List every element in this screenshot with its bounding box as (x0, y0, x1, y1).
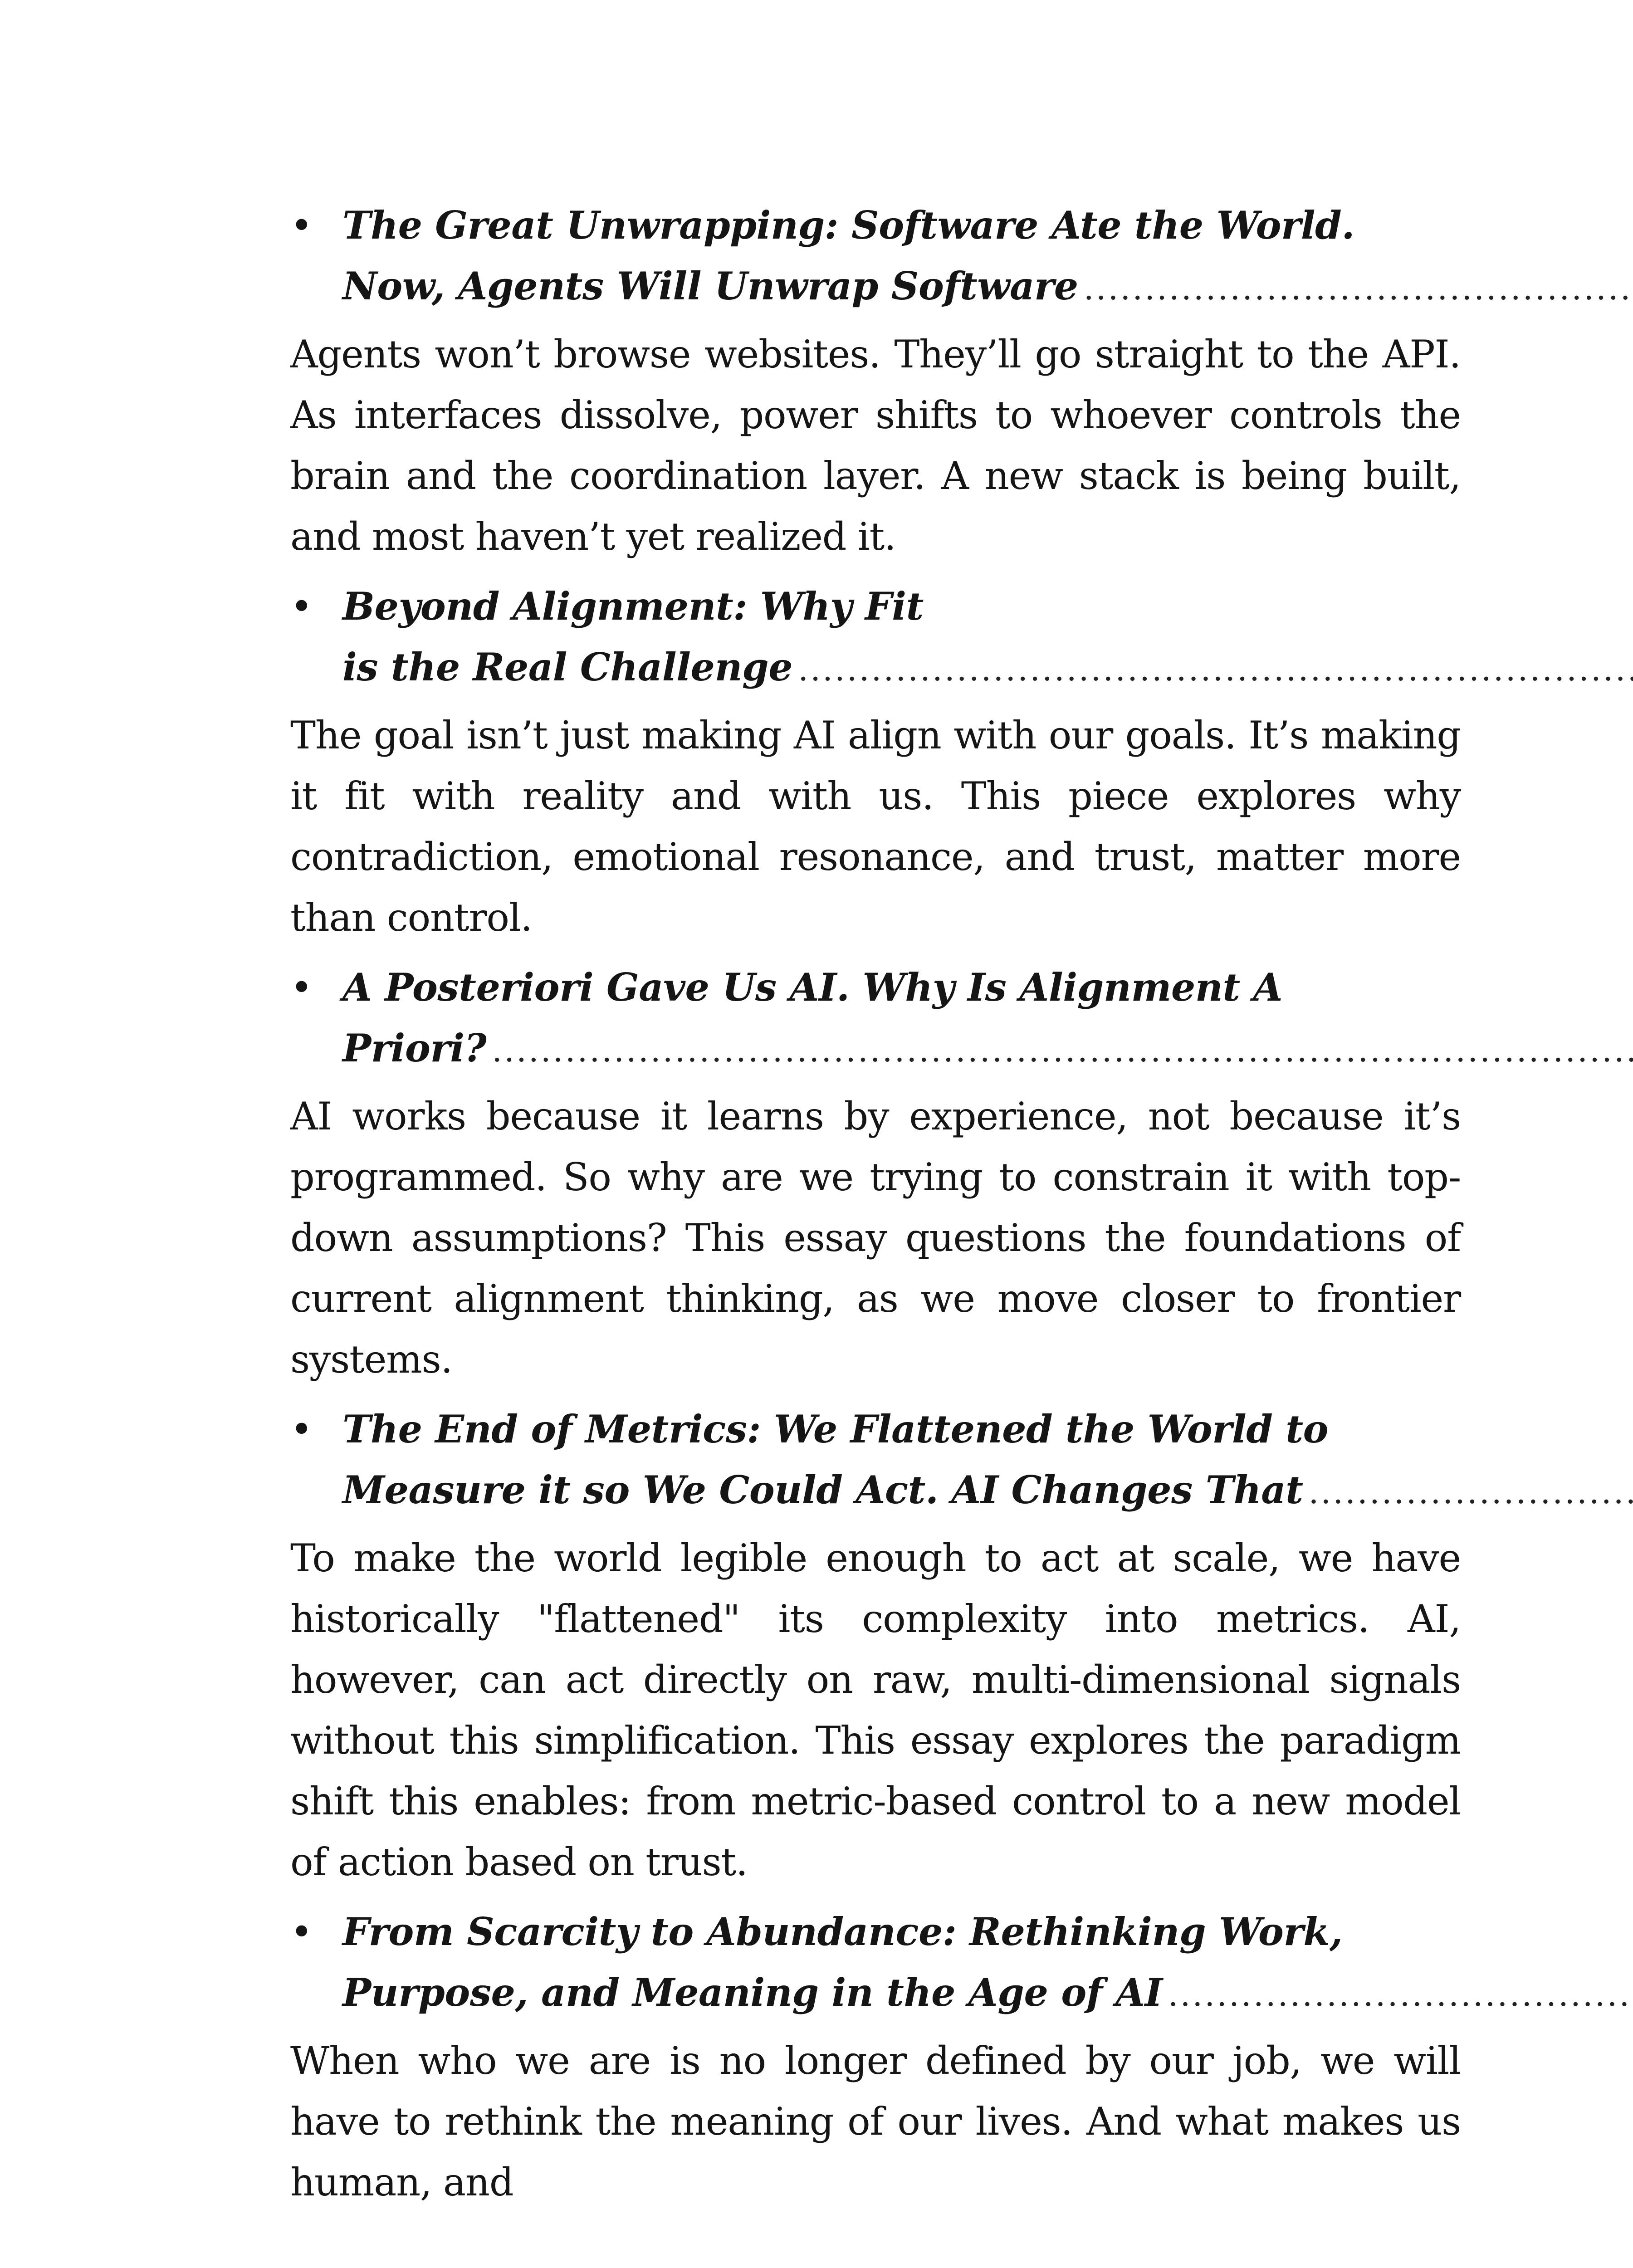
toc-entry-heading[interactable] (290, 1399, 1461, 1522)
toc-entry (290, 576, 1461, 948)
toc-entry-heading[interactable] (290, 957, 1461, 1080)
toc-title-line: From Scarcity to Abundance: Rethinking Work, (342, 1909, 1343, 1954)
toc-entry (290, 1901, 1461, 2213)
toc-entry (290, 1399, 1461, 1892)
toc-content (290, 195, 1461, 2222)
bullet-icon: • (290, 203, 313, 248)
dot-leader (798, 639, 1633, 699)
toc-title-line: The End of Metrics: We Flattened the World to (342, 1407, 1329, 1452)
toc-entry (290, 957, 1461, 1390)
toc-title-line (342, 1962, 1633, 2025)
toc-entry-description: To make the world legible enough to act at scale, we have historically "flattened" its complexity into metrics. AI, however, can act directly on raw, multi-dimensional signals without this simplification. This essay explores the paradigm shift this enables: from metric-based control to a new model of action based on trust. (290, 1536, 1461, 1884)
toc-entry-description: The goal isn’t just making AI align with our goals. It’s making it fit with reality and with us. This piece explores why contradiction, emotional resonance, and trust, matter more than control. (290, 713, 1461, 940)
toc-entry (290, 195, 1461, 567)
dot-leader (1308, 1461, 1633, 1522)
toc-entry-heading[interactable] (290, 1901, 1461, 2025)
bullet-icon: • (290, 965, 313, 1010)
toc-entry-description: AI works because it learns by experience, not because it’s programmed. So why are we trying to constrain it with top-down assumptions? This essay questions the foundations of current alignment thinking, as we move closer to frontier systems. (290, 1094, 1461, 1382)
toc-entry-heading[interactable] (290, 576, 1461, 699)
toc-title-line (342, 256, 1633, 318)
toc-title-line (342, 637, 1633, 699)
toc-title-line (342, 1460, 1633, 1522)
toc-entry-heading[interactable] (290, 195, 1461, 318)
toc-title (342, 1399, 1633, 1522)
bullet-icon: • (290, 1407, 313, 1452)
toc-title-line: The Great Unwrapping: Software Ate the World. (342, 203, 1355, 248)
toc-title (342, 1901, 1633, 2025)
toc-title-line-text: Now, Agents Will Unwrap Software (342, 264, 1078, 308)
toc-entry-description: Agents won’t browse websites. They’ll go straight to the API. As interfaces dissolve, power shifts to whoever controls the brain and the coordination layer. A new stack is being built, and most haven’t yet realized it. (290, 332, 1461, 559)
toc-title (342, 576, 1633, 699)
bullet-icon: • (290, 584, 313, 629)
toc-title (342, 195, 1633, 318)
toc-title-line (342, 1018, 1633, 1080)
toc-title-line-text: Purpose, and Meaning in the Age of AI (342, 1970, 1163, 2015)
toc-title-line: Beyond Alignment: Why Fit (342, 584, 924, 629)
dot-leader (1168, 1964, 1633, 2025)
dot-leader (492, 1020, 1633, 1080)
toc-entry-description: When who we are is no longer defined by our job, we will have to rethink the meaning of our lives. And what makes us human, and (290, 2038, 1461, 2204)
toc-title-line-text: Measure it so We Could Act. AI Changes That (342, 1467, 1303, 1512)
dot-leader (1084, 258, 1633, 318)
bullet-icon: • (290, 1910, 313, 1954)
toc-title (342, 957, 1633, 1080)
toc-title-line-text: is the Real Challenge (342, 645, 793, 689)
toc-title-line-text: Priori? (342, 1026, 487, 1070)
toc-title-line: A Posteriori Gave Us AI. Why Is Alignment A (342, 965, 1283, 1010)
